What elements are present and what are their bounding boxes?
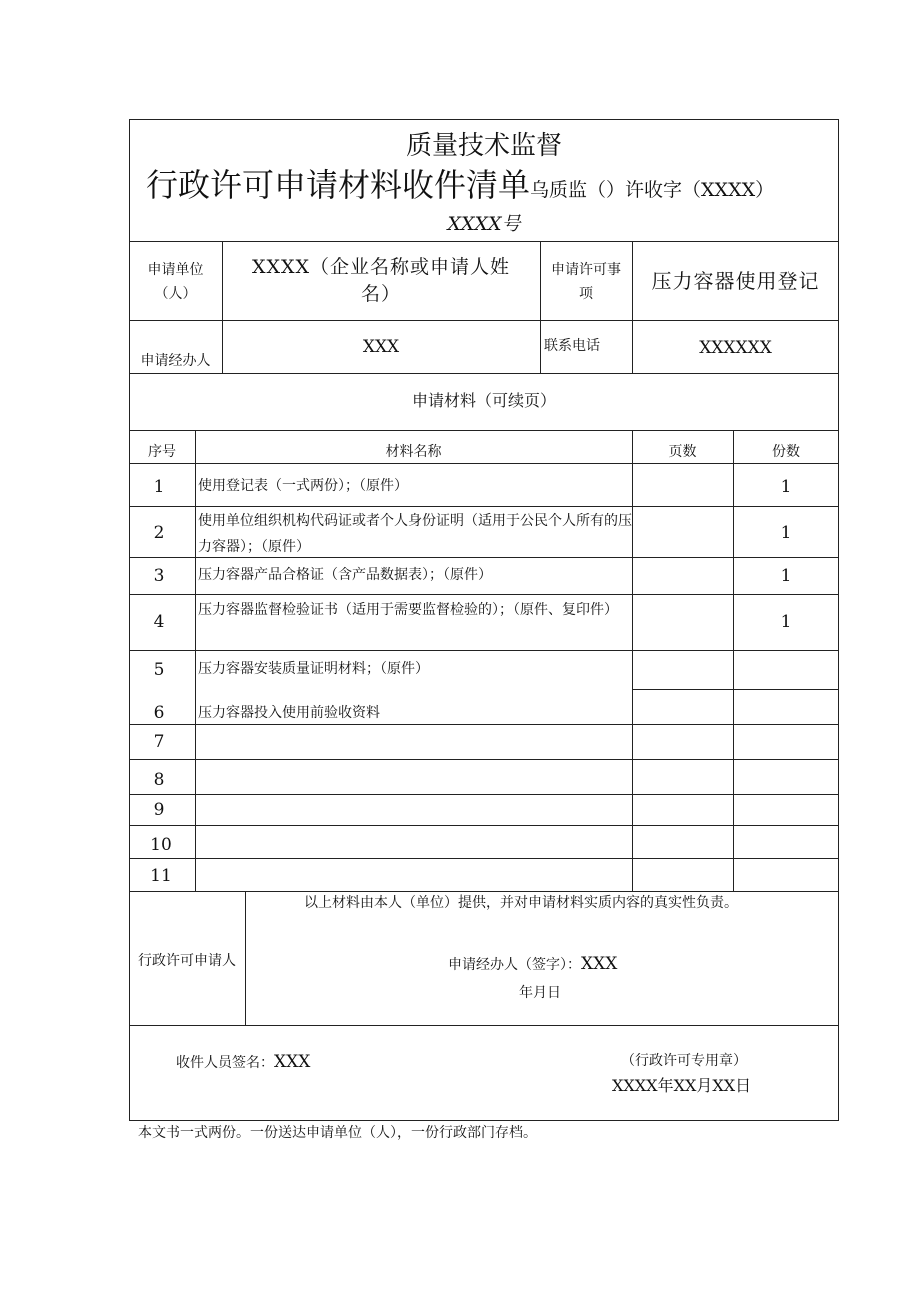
rule-col-item-label [540,241,541,373]
header-name: 材料名称 [385,444,442,460]
phone-value: XXXXXX [699,338,772,358]
material-name: 使用单位组织机构代码证或者个人身份证明（适用于公民个人所有的压力容器）；（原件） [198,513,632,555]
doc-number-prefix: 乌质监（）许收字（XXXX） [530,179,775,201]
rule-header-bottom [129,241,839,242]
material-copies: 1 [780,566,792,586]
signature-line [448,954,617,974]
phone-label: 联系电话 [544,338,600,354]
receiver-signature-value: XXX [274,1052,311,1072]
rule-row [632,689,839,690]
applicant-unit-value-2: 名） [360,283,401,305]
rule-declaration-bottom [129,1025,839,1026]
header-no: 序号 [148,444,176,460]
rule-col-pages [733,430,734,891]
applicant-unit-label-1: 申请单位 [147,262,204,278]
row-number: 2 [153,523,165,543]
rule-col-no [195,430,196,891]
declaration-statement: 以上材料由本人（单位）提供，并对申请材料实质内容的真实性负责。 [304,895,738,911]
agent-label: 申请经办人 [140,353,211,369]
row-number: 1 [153,477,165,497]
rule-col-name [632,430,633,891]
rule-applicant-row [129,320,839,321]
title-line-2 [146,166,774,204]
row-number: 4 [153,612,165,632]
row-number: 9 [153,800,165,820]
receiver-signature-label: 收件人员签名： [176,1055,274,1071]
materials-section-title: 申请材料（可续页） [411,391,556,410]
title-line-1: 质量技术监督 [405,131,562,161]
header-copies: 份数 [772,444,800,460]
rule-col-declaration [245,891,246,1025]
material-name: 压力容器产品合格证（含产品数据表）；（原件） [198,567,492,583]
row-number: 6 [153,703,165,723]
receiver-signature [176,1052,310,1072]
material-copies: 1 [780,612,792,632]
row-number: 8 [153,770,165,790]
row-number: 10 [150,835,172,855]
receipt-date: XXXX年XX月XX日 [612,1076,752,1095]
material-name: 使用登记表（一式两份）；（原件） [198,478,408,494]
row-number: 7 [153,732,165,752]
material-name: 压力容器投入使用前验收资料 [198,705,380,721]
material-name: 压力容器安装质量证明材料；（原件） [198,661,429,677]
rule-table-bottom [129,891,839,892]
material-copies: 1 [780,477,792,497]
signature-label: 申请经办人（签字）： [448,957,581,973]
permit-item-label-1: 申请许可事 [551,262,621,278]
title-main: 行政许可申请材料收件清单 [146,166,531,204]
signature-value: XXX [581,954,618,974]
rule-agent-row [129,373,839,374]
material-name: 压力容器监督检验证书（适用于需要监督检验的）；（原件、复印件） [198,602,618,618]
material-copies: 1 [780,523,792,543]
applicant-unit-label-2: （人） [154,286,197,302]
row-number: 3 [153,566,165,586]
permit-item-label-2: 项 [579,286,593,302]
applicant-unit-value-1: XXXX（企业名称或申请人姓 [251,256,511,278]
permit-item-value: 压力容器使用登记 [651,269,820,293]
header-pages: 页数 [668,444,697,460]
declaration-label: 行政许可申请人 [138,953,236,969]
agent-value: XXX [362,337,400,357]
declaration-date: 年月日 [519,985,561,1001]
row-number: 11 [150,866,172,886]
row-number: 5 [153,660,165,680]
footnote: 本文书一式两份。一份送达申请单位（人），一份行政部门存档。 [138,1125,537,1141]
doc-number-suffix: XXXX号 [447,213,521,235]
official-seal-label: （行政许可专用章） [621,1053,747,1069]
